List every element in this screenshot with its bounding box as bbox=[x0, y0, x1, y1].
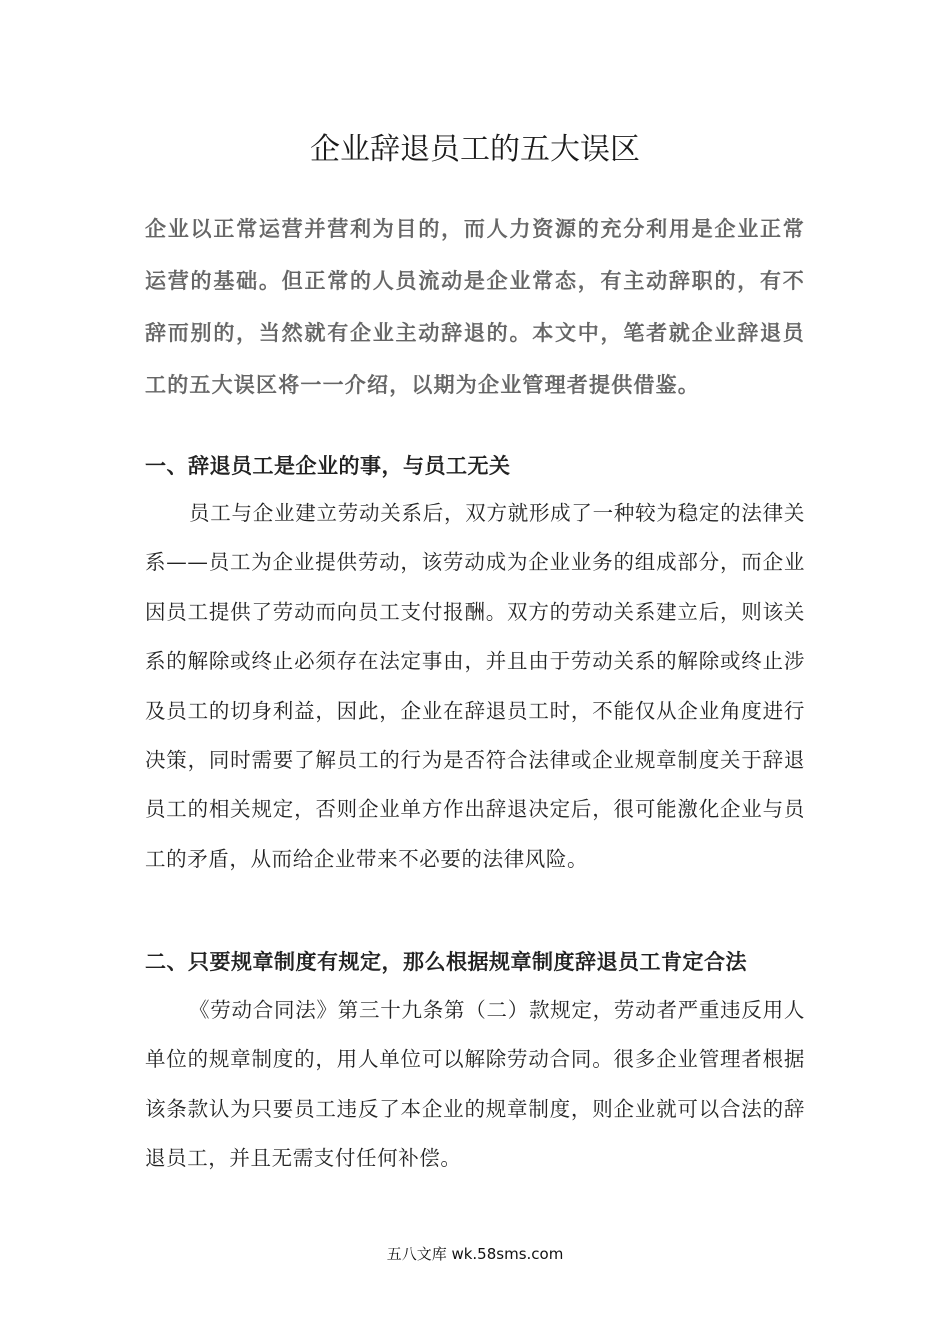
section-heading-1: 一、辞退员工是企业的事，与员工无关 bbox=[145, 454, 511, 478]
footer-watermark: 五八文库 wk.58sms.com bbox=[386, 1245, 564, 1263]
section-heading-2: 二、只要规章制度有规定，那么根据规章制度辞退员工肯定合法 bbox=[145, 950, 747, 974]
section-body-1: 员工与企业建立劳动关系后，双方就形成了一种较为稳定的法律关系——员工为企业提供劳动，该劳动成为企业业务的组成部分，而企业因员工提供了劳动而向员工支付报酬。双方的劳动关系建立后，则该关系的解除或终止必须存在法定事由，并且由于劳动关系的解除或终止涉及员工的切身利益，因此，企业在辞退员工时，不能仅从企业角度进行决策，同时需要了解员工的行为是否符合法律或企业规章制度关于辞退员工的相关规定，否则企业单方作出辞退决定后，很可能激化企业与员工的矛盾，从而给企业带来不必要的法律风险。 bbox=[145, 501, 805, 871]
intro-paragraph: 企业以正常运营并营利为目的，而人力资源的充分利用是企业正常运营的基础。但正常的人员流动是企业常态，有主动辞职的，有不辞而别的，当然就有企业主动辞退的。本文中，笔者就企业辞退员工的五大误区将一一介绍，以期为企业管理者提供借鉴。 bbox=[145, 217, 805, 397]
document-title: 企业辞退员工的五大误区 bbox=[310, 132, 640, 167]
section-body-2: 《劳动合同法》第三十九条第（二）款规定，劳动者严重违反用人单位的规章制度的，用人单位可以解除劳动合同。很多企业管理者根据该条款认为只要员工违反了本企业的规章制度，则企业就可以合法的辞退员工，并且无需支付任何补偿。 bbox=[145, 998, 805, 1171]
